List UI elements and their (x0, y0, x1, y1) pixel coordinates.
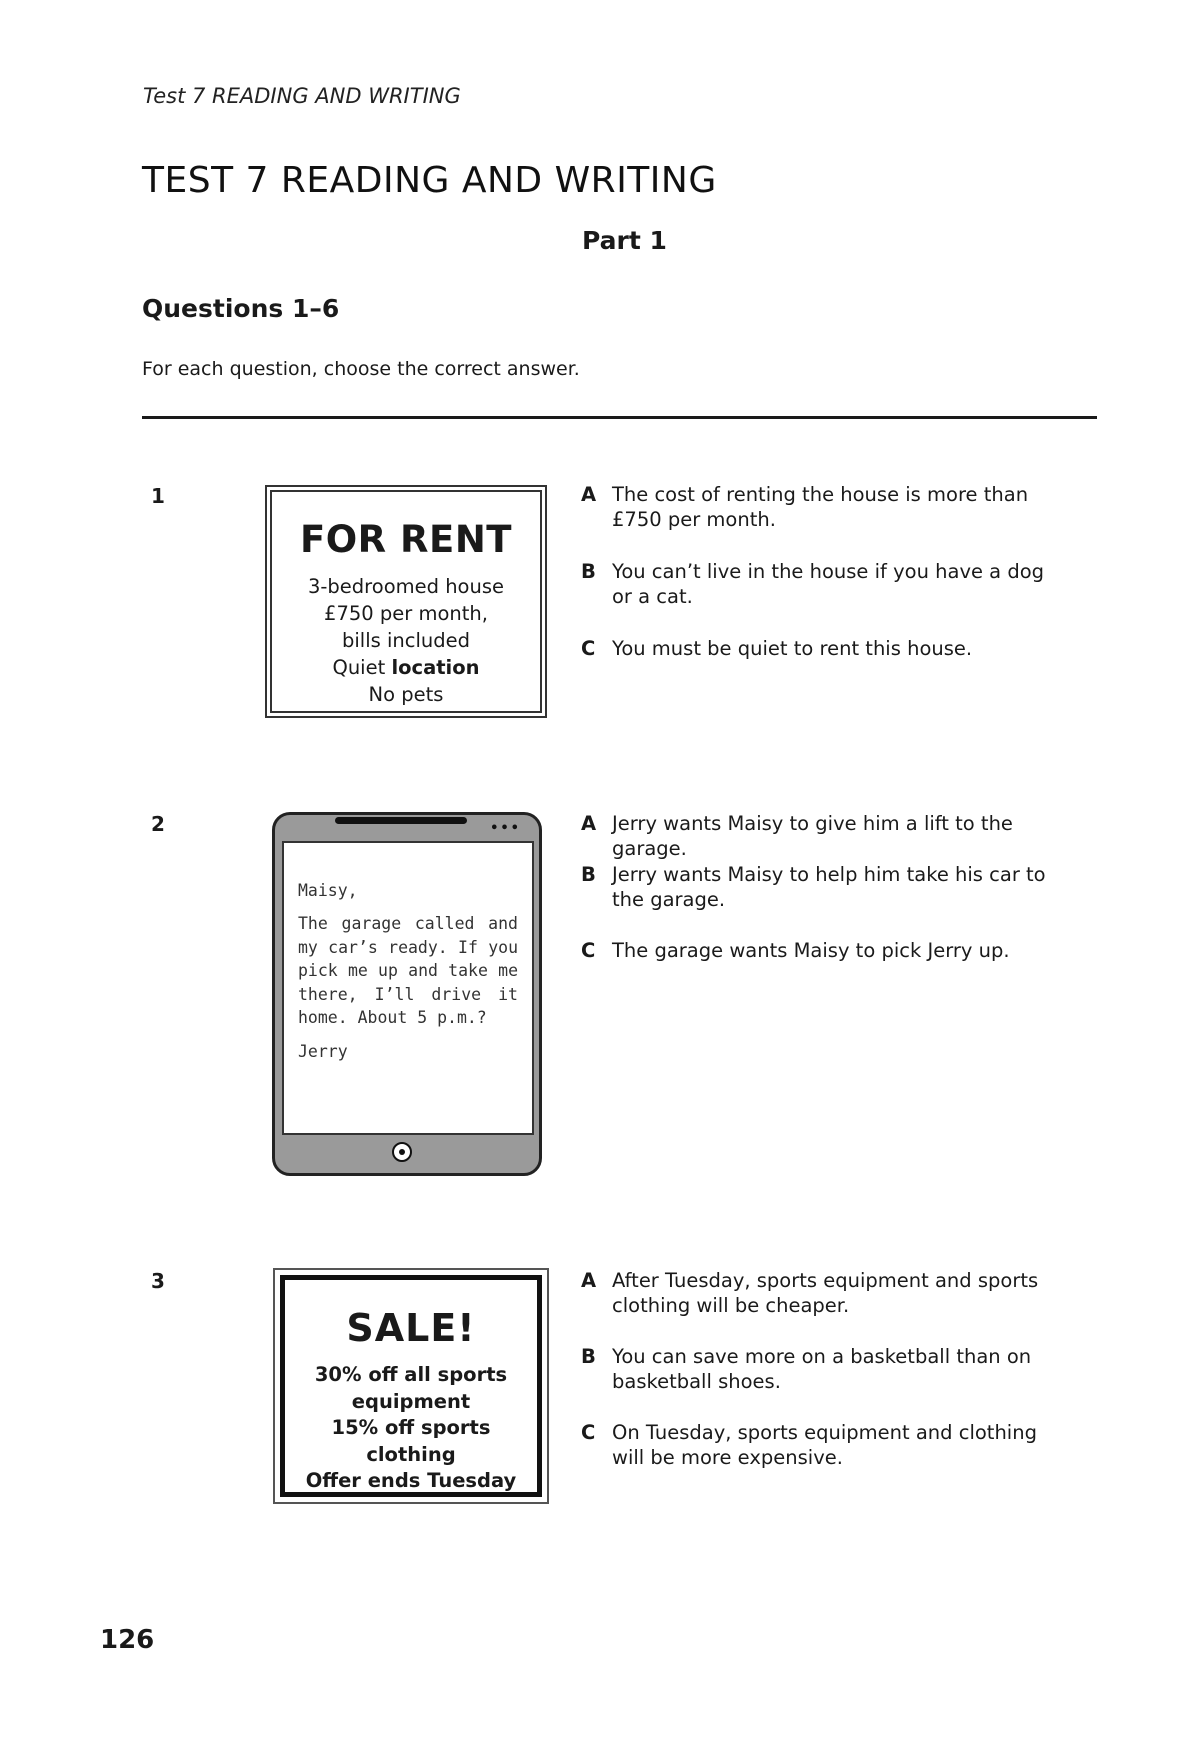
option-text: You must be quiet to rent this house. (612, 637, 973, 660)
question-number-1: 1 (151, 484, 165, 508)
option-text: You can’t live in the house if you have a dog or a cat. (612, 560, 1045, 608)
option-letter: B (581, 560, 596, 583)
running-head: Test 7 READING AND WRITING (143, 84, 461, 108)
notice-line: equipment (351, 1389, 471, 1413)
option-1b[interactable] (581, 559, 1061, 609)
instruction-text: For each question, choose the correct answer. (142, 358, 580, 380)
option-3c[interactable] (581, 1420, 1061, 1470)
for-rent-notice-inner (270, 490, 542, 713)
option-text: You can save more on a basketball than on basketball shoes. (612, 1345, 1032, 1393)
option-letter: C (581, 939, 596, 962)
message-body: The garage called and my car’s ready. If you pick me up and take me there, I’ll drive it home. About 5 p.m.? (298, 914, 518, 1027)
option-letter: C (581, 637, 596, 660)
option-text: The cost of renting the house is more than £750 per month. (612, 483, 1029, 531)
option-3b[interactable] (581, 1344, 1061, 1394)
phone-screen (282, 841, 534, 1135)
option-2a[interactable] (581, 811, 1061, 861)
option-letter: A (581, 1269, 597, 1292)
question-number-2: 2 (151, 812, 165, 836)
phone-message-notice (272, 812, 542, 1176)
status-dots-icon: ••• (490, 821, 521, 836)
option-text: The garage wants Maisy to pick Jerry up. (612, 939, 1010, 962)
notice-title: SALE! (346, 1306, 476, 1350)
option-letter: C (581, 1421, 596, 1444)
message-greeting: Maisy, (298, 881, 358, 900)
option-2c[interactable] (581, 938, 1061, 963)
notice-line (272, 654, 540, 681)
sale-notice-inner (280, 1275, 542, 1497)
option-text: Jerry wants Maisy to help him take his car to the garage. (612, 863, 1046, 911)
notice-line: £750 per month, (324, 602, 488, 625)
option-3a[interactable] (581, 1268, 1061, 1318)
option-letter: A (581, 483, 597, 506)
divider-rule (142, 416, 1097, 419)
question-number-3: 3 (151, 1269, 165, 1293)
notice-line: 30% off all sports (314, 1363, 508, 1386)
option-letter: B (581, 863, 596, 886)
notice-line: 15% off sports clothing (331, 1416, 491, 1466)
page-number: 126 (100, 1625, 155, 1655)
message-signature: Jerry (298, 1041, 348, 1061)
option-text: On Tuesday, sports equipment and clothing will be more expensive. (612, 1421, 1037, 1469)
notice-line: Offer ends Tuesday (305, 1469, 517, 1492)
questions-label: Questions 1–6 (142, 294, 340, 323)
option-1c[interactable] (581, 636, 1061, 661)
option-text: After Tuesday, sports equipment and sports clothing will be cheaper. (612, 1269, 1039, 1317)
for-rent-notice (265, 485, 547, 718)
notice-line-prefix: Quiet (332, 656, 392, 679)
option-letter: A (581, 812, 597, 835)
home-button-icon (392, 1142, 412, 1162)
notice-line: No pets (368, 683, 444, 706)
option-text: Jerry wants Maisy to give him a lift to the garage. (612, 812, 1013, 860)
option-letter: B (581, 1345, 596, 1368)
option-2b[interactable] (581, 862, 1061, 912)
page-title: TEST 7 READING AND WRITING (142, 160, 717, 201)
part-label: Part 1 (582, 226, 667, 255)
phone-speaker (335, 817, 467, 824)
notice-line-bold: location (391, 656, 480, 679)
notice-line: bills included (341, 629, 471, 652)
option-1a[interactable] (581, 482, 1061, 532)
notice-line: 3-bedroomed house (307, 575, 505, 598)
sale-notice (273, 1268, 549, 1504)
notice-title: FOR RENT (299, 518, 513, 561)
